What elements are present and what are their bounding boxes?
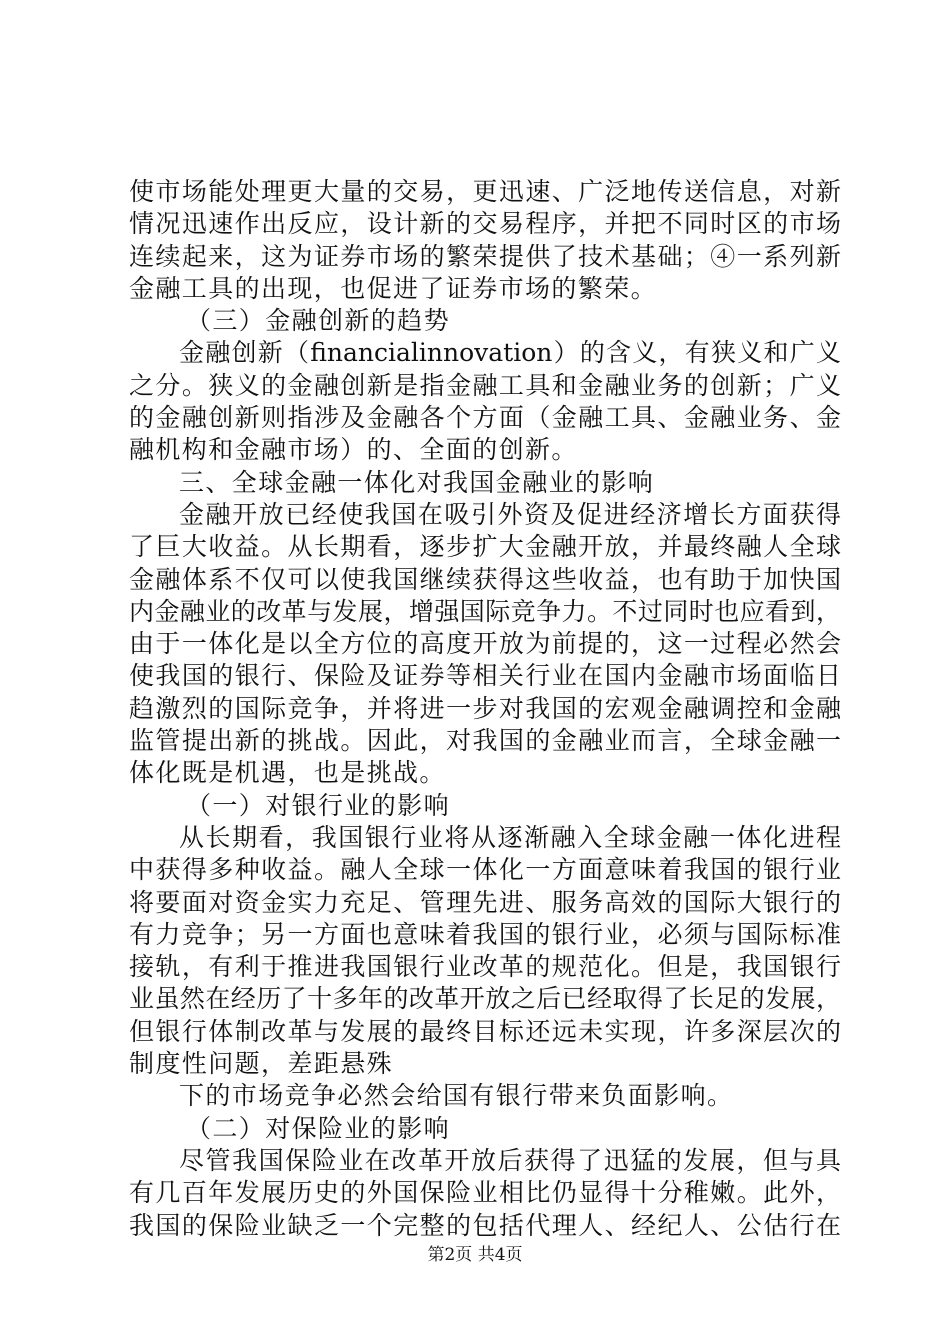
- text-line: 监管提出新的挑战。因此，对我国的金融业而言，全球金融一: [129, 726, 841, 756]
- text-line: 连续起来，这为证券市场的繁荣提供了技术基础；④一系列新: [129, 241, 841, 271]
- text-line: 将要面对资金实力充足、管理先进、服务高效的国际大银行的: [129, 887, 841, 917]
- text-line: 有几百年发展历史的外国保险业相比仍显得十分稚嫩。此外，: [129, 1178, 841, 1208]
- text-line: 金融开放已经使我国在吸引外资及促进经济增长方面获得: [179, 499, 841, 529]
- text-line: 使我国的银行、保险及证券等相关行业在国内金融市场面临日: [129, 661, 841, 691]
- body-text: [129, 176, 841, 1242]
- text-line: 我国的保险业缺乏一个完整的包括代理人、经纪人、公估行在: [129, 1210, 841, 1240]
- text-line: 有力竞争；另一方面也意味着我国的银行业，必须与国际标准: [129, 919, 841, 949]
- text-line: 但银行体制改革与发展的最终目标还远未实现，许多深层次的: [129, 1016, 841, 1046]
- text-line: 金融创新（financialinnovation）的含义，有狭义和广义: [179, 338, 841, 368]
- text-line: 金融工具的出现，也促进了证券市场的繁荣。: [129, 273, 658, 303]
- text-line: 体化既是机遇，也是挑战。: [129, 758, 446, 788]
- text-line: 情况迅速作出反应，设计新的交易程序，并把不同时区的市场: [129, 209, 841, 239]
- text-line: 使市场能处理更大量的交易，更迅速、广泛地传送信息，对新: [129, 177, 841, 206]
- text-line: 中获得多种收益。融人全球一体化一方面意味着我国的银行业: [129, 855, 841, 885]
- section-heading: （一）对银行业的影响: [186, 790, 451, 820]
- section-heading: （二）对保险业的影响: [186, 1113, 451, 1143]
- text-line: 了巨大收益。从长期看，逐步扩大金融开放，并最终融人全球: [129, 532, 841, 562]
- text-line: 内金融业的改革与发展，增强国际竞争力。不过同时也应看到，: [129, 596, 841, 626]
- text-line: 制度性问题，差距悬殊: [129, 1049, 394, 1079]
- text-line: 接轨，有利于推进我国银行业改革的规范化。但是，我国银行: [129, 952, 841, 982]
- section-heading: 三、全球金融一体化对我国金融业的影响: [179, 467, 655, 497]
- page-number: 第2页 共4页: [427, 1245, 523, 1265]
- text-line: 尽管我国保险业在改革开放后获得了迅猛的发展，但与具: [179, 1145, 841, 1175]
- text-line: 由于一体化是以全方位的高度开放为前提的，这一过程必然会: [129, 629, 841, 659]
- text-line: 业虽然在经历了十多年的改革开放之后已经取得了长足的发展，: [129, 984, 841, 1014]
- text-line: 之分。狭义的金融创新是指金融工具和金融业务的创新；广义: [129, 370, 841, 400]
- section-heading: （三）金融创新的趋势: [186, 306, 451, 336]
- text-line: 下的市场竞争必然会给国有银行带来负面影响。: [179, 1081, 734, 1111]
- text-line: 融机构和金融市场）的、全面的创新。: [129, 435, 578, 465]
- text-line: 趋激烈的国际竞争，并将进一步对我国的宏观金融调控和金融: [129, 693, 841, 723]
- page-footer: [0, 1244, 950, 1266]
- text-line: 从长期看，我国银行业将从逐渐融入全球金融一体化进程: [179, 822, 841, 852]
- text-line: 金融体系不仅可以使我国继续获得这些收益，也有助于加快国: [129, 564, 841, 594]
- text-line: 的金融创新则指涉及金融各个方面（金融工具、金融业务、金: [129, 403, 841, 433]
